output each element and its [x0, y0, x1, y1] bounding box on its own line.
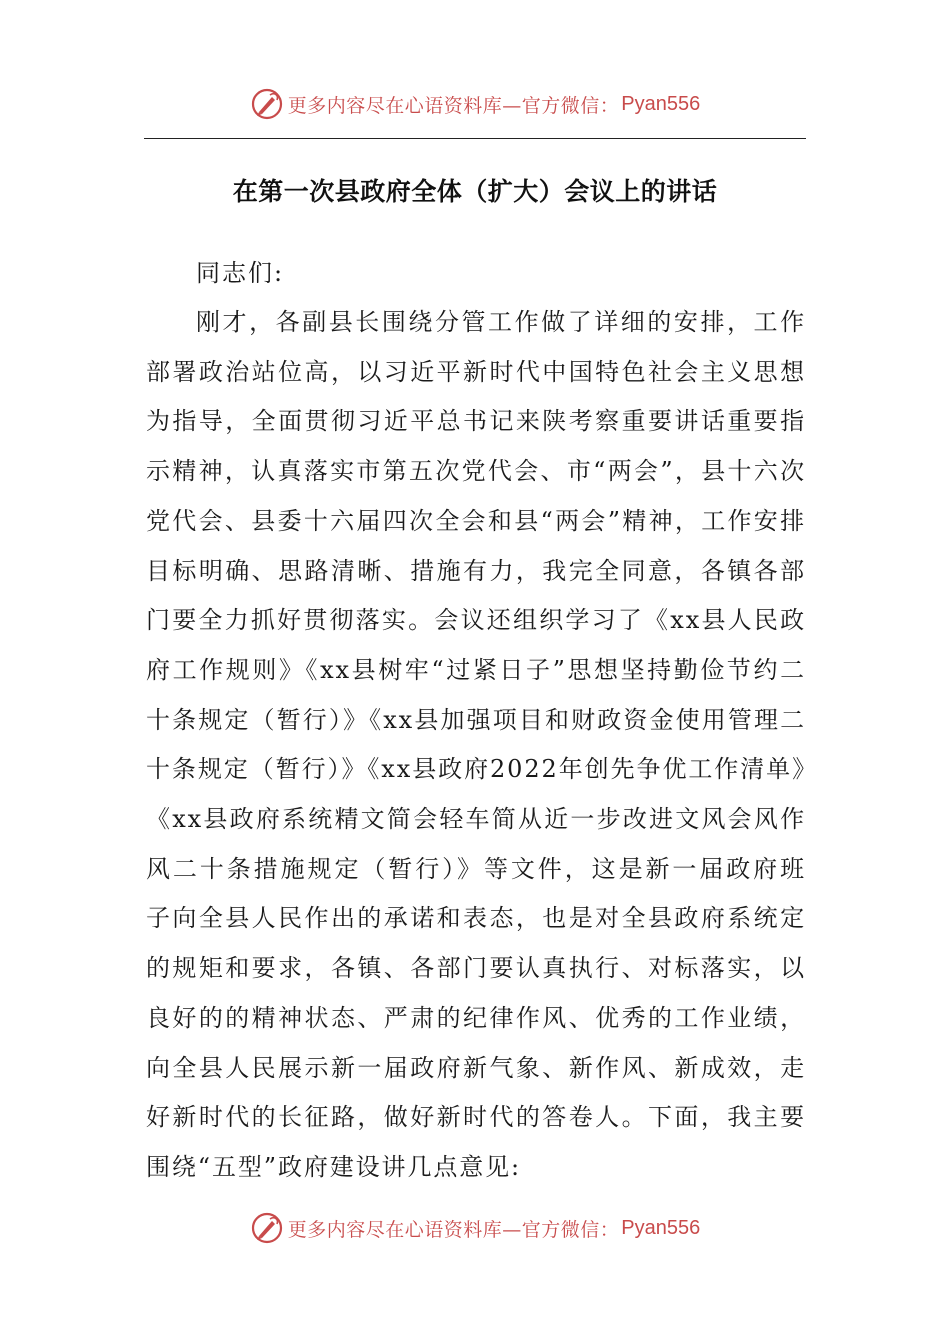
footer-watermark: [0, 1206, 950, 1250]
pen-logo-icon: [250, 1211, 284, 1245]
watermark-wechat-id: Pyan556: [621, 1216, 701, 1239]
document-title: 在第一次县政府全体（扩大）会议上的讲话: [232, 177, 718, 206]
header-watermark: [0, 82, 950, 126]
pen-logo-icon: [250, 87, 284, 121]
header-divider: [144, 138, 806, 139]
body-paragraph: 刚才，各副县长围绕分管工作做了详细的安排，工作部署政治站位高，以习近平新时代中国特色社会主义思想为指导，全面贯彻习近平总书记来陕考察重要讲话重要指示精神，认真落实市第五次党代会、市“两会”，县十六次党代会、县委十六届四次全会和县“两会”精神，工作安排目标明确、思路清晰、措施有力，我完全同意，各镇各部门要全力抓好贯彻落实。会议还组织学习了《xx县人民政府工作规则》《xx县树牢“过紧日子”思想坚持勤俭节约二十条规定（暂行）》《xx县加强项目和财政资金使用管理二十条规定（暂行）》《xx县政府2022年创先争优工作清单》《xx县政府系统精文简会轻车简从近一步改进文风会风作风二十条措施规定（暂行）》等文件，这是新一届政府班子向全县人民作出的承诺和表态，也是对全县政府系统定的规矩和要求，各镇、各部门要认真执行、对标落实，以良好的的精神状态、严肃的纪律作风、优秀的工作业绩，向全县人民展示新一届政府新气象、新作风、新成效，走好新时代的长征路，做好新时代的答卷人。下面，我主要围绕“五型”政府建设讲几点意见:: [146, 308, 806, 1181]
watermark-text: 更多内容尽在心语资料库—官方微信：: [287, 94, 620, 117]
salutation: 同志们:: [196, 259, 285, 287]
document-body: [146, 248, 806, 1193]
watermark-text: 更多内容尽在心语资料库—官方微信：: [287, 1218, 620, 1241]
watermark-wechat-id: Pyan556: [621, 92, 701, 115]
